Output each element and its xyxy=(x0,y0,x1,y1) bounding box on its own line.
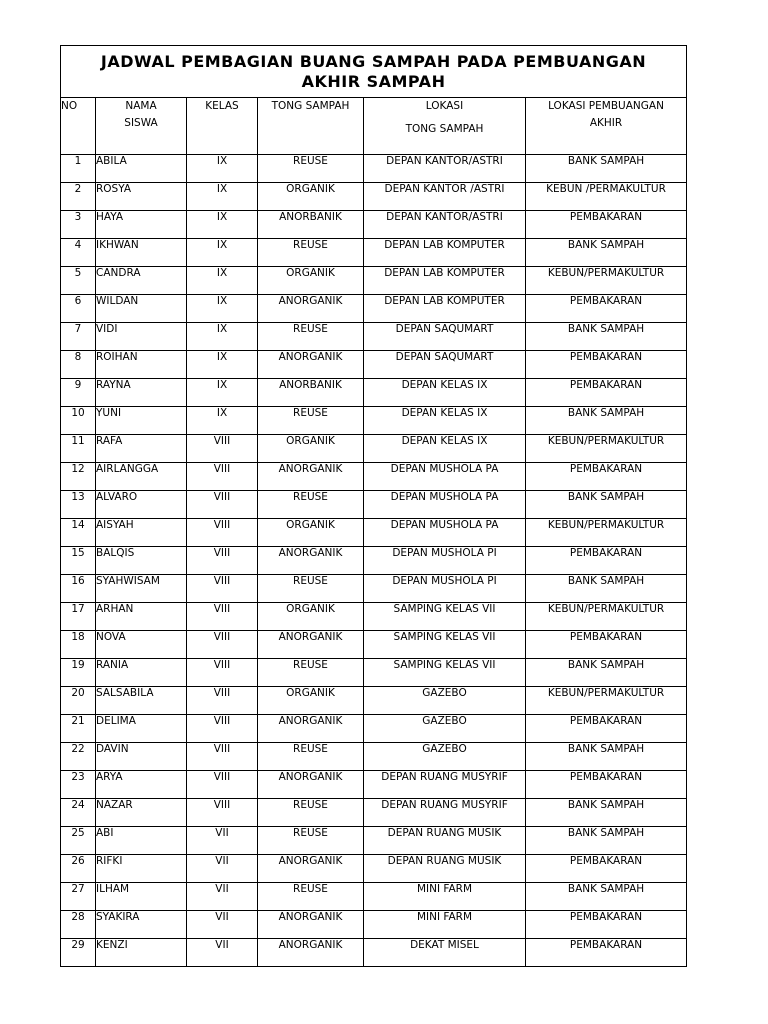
cell-tong-sampah: ORGANIK xyxy=(258,435,364,463)
cell-tong-sampah: REUSE xyxy=(258,799,364,827)
header-akhir-line-1: LOKASI PEMBUANGAN xyxy=(548,100,664,112)
cell-no: 21 xyxy=(61,715,96,743)
cell-tong-sampah: ANORGANIK xyxy=(258,463,364,491)
cell-kelas: VIII xyxy=(187,603,258,631)
cell-nama: BALQIS xyxy=(96,547,187,575)
table-row xyxy=(61,323,687,351)
cell-kelas: VIII xyxy=(187,687,258,715)
table-row xyxy=(61,407,687,435)
cell-nama: AIRLANGGA xyxy=(96,463,187,491)
cell-lokasi: DEPAN KANTOR/ASTRI xyxy=(364,211,526,239)
cell-no: 4 xyxy=(61,239,96,267)
cell-tong-sampah: ANORGANIK xyxy=(258,295,364,323)
cell-nama: SYAHWISAM xyxy=(96,575,187,603)
cell-lokasi-akhir: BANK SAMPAH xyxy=(526,659,687,687)
cell-lokasi-akhir: PEMBAKARAN xyxy=(526,463,687,491)
title-line-2: AKHIR SAMPAH xyxy=(301,71,446,91)
schedule-table xyxy=(60,45,687,967)
table-row xyxy=(61,827,687,855)
table-row xyxy=(61,491,687,519)
cell-kelas: IX xyxy=(187,155,258,183)
cell-no: 24 xyxy=(61,799,96,827)
cell-no: 28 xyxy=(61,911,96,939)
cell-tong-sampah: ORGANIK xyxy=(258,687,364,715)
cell-kelas: IX xyxy=(187,267,258,295)
cell-nama: ALVARO xyxy=(96,491,187,519)
cell-no: 29 xyxy=(61,939,96,967)
cell-no: 20 xyxy=(61,687,96,715)
cell-no: 26 xyxy=(61,855,96,883)
table-body xyxy=(61,155,687,967)
cell-kelas: VIII xyxy=(187,799,258,827)
cell-lokasi-akhir: PEMBAKARAN xyxy=(526,379,687,407)
cell-lokasi-akhir: PEMBAKARAN xyxy=(526,715,687,743)
cell-lokasi-akhir: PEMBAKARAN xyxy=(526,631,687,659)
header-nama-line-1: NAMA xyxy=(125,100,157,112)
cell-lokasi-akhir: BANK SAMPAH xyxy=(526,883,687,911)
cell-lokasi: DEPAN KELAS IX xyxy=(364,379,526,407)
table-row xyxy=(61,631,687,659)
cell-tong-sampah: ANORGANIK xyxy=(258,911,364,939)
cell-no: 10 xyxy=(61,407,96,435)
cell-nama: DELIMA xyxy=(96,715,187,743)
cell-no: 2 xyxy=(61,183,96,211)
cell-lokasi: DEPAN LAB KOMPUTER xyxy=(364,295,526,323)
table-row xyxy=(61,547,687,575)
cell-nama: RIFKI xyxy=(96,855,187,883)
cell-lokasi: DEPAN KELAS IX xyxy=(364,407,526,435)
cell-nama: IKHWAN xyxy=(96,239,187,267)
cell-nama: ARYA xyxy=(96,771,187,799)
cell-kelas: VIII xyxy=(187,743,258,771)
table-row xyxy=(61,379,687,407)
table-row xyxy=(61,939,687,967)
table-row xyxy=(61,183,687,211)
cell-lokasi-akhir: PEMBAKARAN xyxy=(526,911,687,939)
cell-lokasi-akhir: BANK SAMPAH xyxy=(526,575,687,603)
cell-lokasi: DEPAN LAB KOMPUTER xyxy=(364,267,526,295)
cell-lokasi: SAMPING KELAS VII xyxy=(364,659,526,687)
cell-tong-sampah: ORGANIK xyxy=(258,603,364,631)
cell-no: 19 xyxy=(61,659,96,687)
cell-kelas: IX xyxy=(187,379,258,407)
header-akhir-line-2: AKHIR xyxy=(589,117,623,129)
cell-no: 1 xyxy=(61,155,96,183)
table-row xyxy=(61,435,687,463)
cell-nama: CANDRA xyxy=(96,267,187,295)
table-row xyxy=(61,575,687,603)
cell-no: 22 xyxy=(61,743,96,771)
cell-tong-sampah: ANORGANIK xyxy=(258,631,364,659)
cell-lokasi: DEPAN SAQUMART xyxy=(364,323,526,351)
cell-lokasi: DEPAN RUANG MUSIK xyxy=(364,827,526,855)
cell-lokasi: DEPAN KANTOR /ASTRI xyxy=(364,183,526,211)
table-row xyxy=(61,883,687,911)
cell-no: 23 xyxy=(61,771,96,799)
cell-lokasi: DEPAN RUANG MUSYRIF xyxy=(364,771,526,799)
table-row xyxy=(61,267,687,295)
cell-lokasi: DEPAN MUSHOLA PI xyxy=(364,547,526,575)
table-row xyxy=(61,351,687,379)
cell-nama: ROIHAN xyxy=(96,351,187,379)
cell-lokasi-akhir: BANK SAMPAH xyxy=(526,827,687,855)
cell-lokasi-akhir: BANK SAMPAH xyxy=(526,743,687,771)
cell-no: 14 xyxy=(61,519,96,547)
cell-kelas: IX xyxy=(187,183,258,211)
cell-lokasi: DEPAN RUANG MUSIK xyxy=(364,855,526,883)
table-row xyxy=(61,687,687,715)
cell-nama: YUNI xyxy=(96,407,187,435)
cell-no: 18 xyxy=(61,631,96,659)
header-lokasi-line-1: LOKASI xyxy=(425,100,464,112)
cell-tong-sampah: ANORGANIK xyxy=(258,771,364,799)
cell-lokasi-akhir: KEBUN/PERMAKULTUR xyxy=(526,435,687,463)
cell-nama: KENZI xyxy=(96,939,187,967)
cell-nama: AISYAH xyxy=(96,519,187,547)
cell-kelas: VII xyxy=(187,855,258,883)
header-tong-label: TONG SAMPAH xyxy=(271,100,350,112)
table-row xyxy=(61,603,687,631)
table-row xyxy=(61,799,687,827)
cell-nama: ABI xyxy=(96,827,187,855)
cell-kelas: VIII xyxy=(187,771,258,799)
cell-nama: RAFA xyxy=(96,435,187,463)
cell-kelas: IX xyxy=(187,211,258,239)
header-lokasi-line-2: TONG SAMPAH xyxy=(405,123,484,135)
cell-lokasi-akhir: BANK SAMPAH xyxy=(526,491,687,519)
header-akhir xyxy=(526,98,687,155)
cell-lokasi: DEPAN KELAS IX xyxy=(364,435,526,463)
table-row xyxy=(61,519,687,547)
cell-no: 13 xyxy=(61,491,96,519)
cell-nama: ARHAN xyxy=(96,603,187,631)
cell-nama: SALSABILA xyxy=(96,687,187,715)
cell-kelas: IX xyxy=(187,407,258,435)
table-row xyxy=(61,295,687,323)
cell-lokasi: DEPAN RUANG MUSYRIF xyxy=(364,799,526,827)
cell-tong-sampah: ORGANIK xyxy=(258,267,364,295)
cell-tong-sampah: ANORGANIK xyxy=(258,715,364,743)
cell-tong-sampah: ORGANIK xyxy=(258,183,364,211)
cell-nama: HAYA xyxy=(96,211,187,239)
cell-nama: NAZAR xyxy=(96,799,187,827)
cell-no: 25 xyxy=(61,827,96,855)
cell-kelas: VIII xyxy=(187,491,258,519)
header-row xyxy=(61,98,687,155)
cell-no: 27 xyxy=(61,883,96,911)
header-tong xyxy=(258,98,364,155)
cell-nama: ILHAM xyxy=(96,883,187,911)
cell-kelas: IX xyxy=(187,295,258,323)
cell-lokasi: DEPAN MUSHOLA PI xyxy=(364,575,526,603)
cell-lokasi-akhir: PEMBAKARAN xyxy=(526,351,687,379)
cell-lokasi-akhir: BANK SAMPAH xyxy=(526,155,687,183)
table-row xyxy=(61,743,687,771)
cell-lokasi-akhir: BANK SAMPAH xyxy=(526,323,687,351)
cell-lokasi: DEPAN KANTOR/ASTRI xyxy=(364,155,526,183)
cell-lokasi-akhir: PEMBAKARAN xyxy=(526,211,687,239)
table-row xyxy=(61,211,687,239)
cell-lokasi: DEPAN LAB KOMPUTER xyxy=(364,239,526,267)
cell-no: 8 xyxy=(61,351,96,379)
table-row xyxy=(61,239,687,267)
cell-kelas: VIII xyxy=(187,631,258,659)
cell-tong-sampah: REUSE xyxy=(258,323,364,351)
cell-tong-sampah: REUSE xyxy=(258,743,364,771)
cell-lokasi-akhir: PEMBAKARAN xyxy=(526,771,687,799)
cell-lokasi: GAZEBO xyxy=(364,715,526,743)
header-nama xyxy=(96,98,187,155)
cell-kelas: VIII xyxy=(187,575,258,603)
cell-no: 7 xyxy=(61,323,96,351)
cell-lokasi-akhir: PEMBAKARAN xyxy=(526,295,687,323)
table-row xyxy=(61,715,687,743)
cell-kelas: VII xyxy=(187,911,258,939)
header-no-label: NO xyxy=(61,100,78,112)
cell-no: 5 xyxy=(61,267,96,295)
cell-nama: VIDI xyxy=(96,323,187,351)
header-nama-line-2: SISWA xyxy=(124,117,158,129)
cell-lokasi: MINI FARM xyxy=(364,883,526,911)
cell-kelas: VIII xyxy=(187,715,258,743)
cell-lokasi: MINI FARM xyxy=(364,911,526,939)
cell-lokasi: SAMPING KELAS VII xyxy=(364,603,526,631)
cell-lokasi: GAZEBO xyxy=(364,743,526,771)
cell-lokasi-akhir: KEBUN/PERMAKULTUR xyxy=(526,603,687,631)
cell-tong-sampah: REUSE xyxy=(258,827,364,855)
cell-tong-sampah: ANORGANIK xyxy=(258,855,364,883)
cell-kelas: VIII xyxy=(187,519,258,547)
cell-lokasi-akhir: PEMBAKARAN xyxy=(526,855,687,883)
cell-lokasi-akhir: PEMBAKARAN xyxy=(526,939,687,967)
cell-lokasi-akhir: KEBUN/PERMAKULTUR xyxy=(526,519,687,547)
cell-nama: RAYNA xyxy=(96,379,187,407)
cell-lokasi: GAZEBO xyxy=(364,687,526,715)
cell-kelas: IX xyxy=(187,351,258,379)
cell-lokasi-akhir: PEMBAKARAN xyxy=(526,547,687,575)
title-line-1: JADWAL PEMBAGIAN BUANG SAMPAH PADA PEMBUANGAN xyxy=(100,51,647,71)
cell-tong-sampah: REUSE xyxy=(258,575,364,603)
cell-kelas: VIII xyxy=(187,463,258,491)
cell-tong-sampah: ANORGANIK xyxy=(258,351,364,379)
cell-tong-sampah: ANORGANIK xyxy=(258,939,364,967)
cell-no: 11 xyxy=(61,435,96,463)
cell-kelas: IX xyxy=(187,323,258,351)
cell-nama: ROSYA xyxy=(96,183,187,211)
cell-nama: WILDAN xyxy=(96,295,187,323)
cell-tong-sampah: REUSE xyxy=(258,239,364,267)
cell-nama: SYAKIRA xyxy=(96,911,187,939)
cell-tong-sampah: ANORBANIK xyxy=(258,211,364,239)
cell-kelas: VII xyxy=(187,939,258,967)
cell-nama: DAVIN xyxy=(96,743,187,771)
cell-kelas: VII xyxy=(187,827,258,855)
table-row xyxy=(61,463,687,491)
cell-lokasi: DEPAN MUSHOLA PA xyxy=(364,463,526,491)
cell-no: 12 xyxy=(61,463,96,491)
cell-lokasi-akhir: BANK SAMPAH xyxy=(526,239,687,267)
cell-nama: RANIA xyxy=(96,659,187,687)
cell-lokasi-akhir: BANK SAMPAH xyxy=(526,407,687,435)
cell-lokasi: DEPAN MUSHOLA PA xyxy=(364,519,526,547)
header-kelas xyxy=(187,98,258,155)
cell-tong-sampah: REUSE xyxy=(258,491,364,519)
cell-tong-sampah: ANORBANIK xyxy=(258,379,364,407)
cell-kelas: IX xyxy=(187,239,258,267)
cell-lokasi-akhir: KEBUN/PERMAKULTUR xyxy=(526,267,687,295)
cell-tong-sampah: ORGANIK xyxy=(258,519,364,547)
cell-kelas: VIII xyxy=(187,547,258,575)
table-row xyxy=(61,659,687,687)
cell-nama: NOVA xyxy=(96,631,187,659)
cell-kelas: VIII xyxy=(187,659,258,687)
table-row xyxy=(61,911,687,939)
cell-lokasi: DEKAT MISEL xyxy=(364,939,526,967)
cell-tong-sampah: REUSE xyxy=(258,407,364,435)
table-row xyxy=(61,155,687,183)
cell-lokasi-akhir: BANK SAMPAH xyxy=(526,799,687,827)
cell-no: 3 xyxy=(61,211,96,239)
cell-kelas: VII xyxy=(187,883,258,911)
cell-lokasi-akhir: KEBUN /PERMAKULTUR xyxy=(526,183,687,211)
cell-no: 6 xyxy=(61,295,96,323)
header-kelas-label: KELAS xyxy=(205,100,239,112)
cell-lokasi: SAMPING KELAS VII xyxy=(364,631,526,659)
cell-tong-sampah: REUSE xyxy=(258,155,364,183)
header-no xyxy=(61,98,96,155)
cell-nama: ABILA xyxy=(96,155,187,183)
table-row xyxy=(61,855,687,883)
table-row xyxy=(61,771,687,799)
header-lokasi xyxy=(364,98,526,155)
cell-no: 15 xyxy=(61,547,96,575)
cell-no: 17 xyxy=(61,603,96,631)
cell-lokasi: DEPAN MUSHOLA PA xyxy=(364,491,526,519)
cell-lokasi-akhir: KEBUN/PERMAKULTUR xyxy=(526,687,687,715)
cell-tong-sampah: ANORGANIK xyxy=(258,547,364,575)
cell-tong-sampah: REUSE xyxy=(258,883,364,911)
cell-no: 16 xyxy=(61,575,96,603)
cell-kelas: VIII xyxy=(187,435,258,463)
cell-no: 9 xyxy=(61,379,96,407)
document-title xyxy=(61,46,687,98)
cell-tong-sampah: REUSE xyxy=(258,659,364,687)
cell-lokasi: DEPAN SAQUMART xyxy=(364,351,526,379)
